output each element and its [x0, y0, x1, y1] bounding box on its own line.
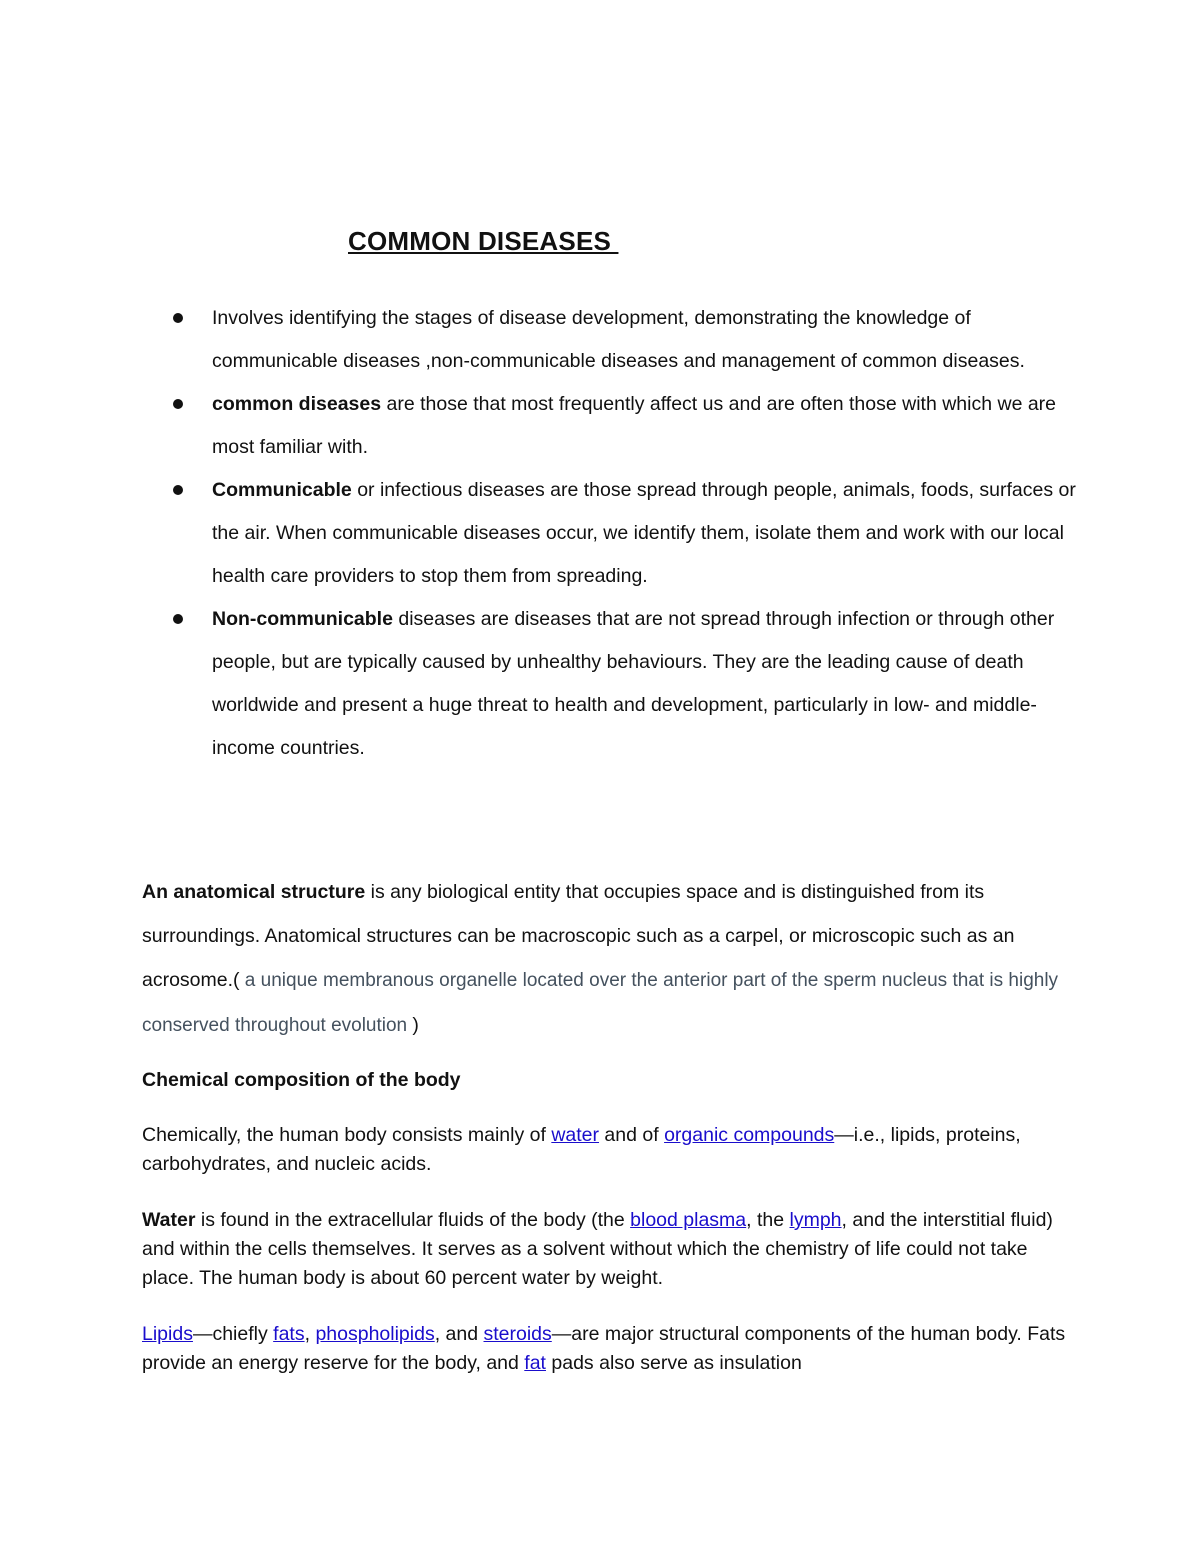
bullet-bold-term: Non-communicable: [212, 608, 393, 630]
paragraph-text: is found in the extracellular fluids of the body (the: [195, 1209, 631, 1231]
bullet-text: are those that most frequently affect us and are often those with which we are most familiar with.: [212, 393, 1057, 458]
link-lipids[interactable]: Lipids: [142, 1323, 193, 1345]
bullet-bold-term: Communicable: [212, 479, 352, 501]
bullet-icon: [173, 313, 183, 323]
paragraph-text: —i.e., lipids, proteins, carbohydrates, and nucleic acids.: [142, 1124, 1021, 1175]
link-fat[interactable]: fat: [524, 1352, 546, 1374]
list-item: [212, 383, 1092, 469]
link-fats[interactable]: fats: [273, 1323, 305, 1345]
link-blood-plasma[interactable]: blood plasma: [630, 1209, 747, 1231]
bullet-text: Involves identifying the stages of disease development, demonstrating the knowledge of communicable diseases ,non-communicable diseases and management of common diseases.: [212, 307, 1025, 372]
link-steroids[interactable]: steroids: [483, 1323, 552, 1345]
anatomical-structure-paragraph: [142, 870, 1082, 1048]
water-bold-term: Water: [142, 1209, 196, 1231]
anatomical-bold-term: An anatomical structure: [142, 881, 366, 903]
link-water[interactable]: water: [551, 1124, 600, 1146]
list-item: [212, 297, 1092, 383]
chemical-composition-paragraph: [142, 1121, 1082, 1179]
acrosome-note: a unique membranous organelle located over the anterior part of the sperm nucleus that is highly conserved throughout evolution: [142, 970, 1059, 1036]
paragraph-text: —chiefly: [192, 1323, 274, 1345]
anatomical-text: is any biological entity that occupies space and is distinguished from its surroundings. Anatomical structures can be macroscopic such as a carpel, or microscopic such as an acrosome.(: [142, 881, 1015, 991]
link-organic-compounds[interactable]: organic compounds: [664, 1124, 835, 1146]
paragraph-text: pads also serve as insulation: [545, 1352, 802, 1374]
bullet-icon: [173, 399, 183, 409]
paragraph-text: , and: [434, 1323, 484, 1345]
paragraph-text: ,: [304, 1323, 316, 1345]
anatomical-close-paren: ): [412, 1014, 419, 1036]
bullet-bold-term: common diseases: [212, 393, 382, 415]
lipids-paragraph: [142, 1320, 1082, 1378]
bullet-list: [212, 297, 1092, 770]
bullet-icon: [173, 614, 183, 624]
paragraph-text: and of: [599, 1124, 665, 1146]
page-title: COMMON DISEASES: [348, 226, 619, 256]
bullet-text: or infectious diseases are those spread through people, animals, foods, surfaces or the air. When communicable diseases occur, we identify them, isolate them and work with our local health care providers to stop them from spreading.: [212, 479, 1076, 587]
bullet-icon: [173, 485, 183, 495]
paragraph-text: Chemically, the human body consists mainly of: [142, 1124, 552, 1146]
list-item: [212, 598, 1092, 770]
bullet-text: diseases are diseases that are not spread through infection or through other people, but are typically caused by unhealthy behaviours. They are the leading cause of death worldwide and present a huge threat to health and development, particularly in low- and middle-income countries.: [212, 608, 1055, 759]
paragraph-text: , and the interstitial fluid) and within the cells themselves. It serves as a solvent without which the chemistry of life could not take place. The human body is about 60 percent water by weight.: [142, 1209, 1053, 1289]
link-lymph[interactable]: lymph: [789, 1209, 842, 1231]
link-phospholipids[interactable]: phospholipids: [315, 1323, 435, 1345]
list-item: [212, 469, 1092, 598]
paragraph-text: , the: [746, 1209, 790, 1231]
paragraph-text: —are major structural components of the human body. Fats provide an energy reserve for the body, and: [142, 1323, 1066, 1374]
section-heading: Chemical composition of the body: [142, 1069, 461, 1091]
water-paragraph: [142, 1206, 1082, 1293]
